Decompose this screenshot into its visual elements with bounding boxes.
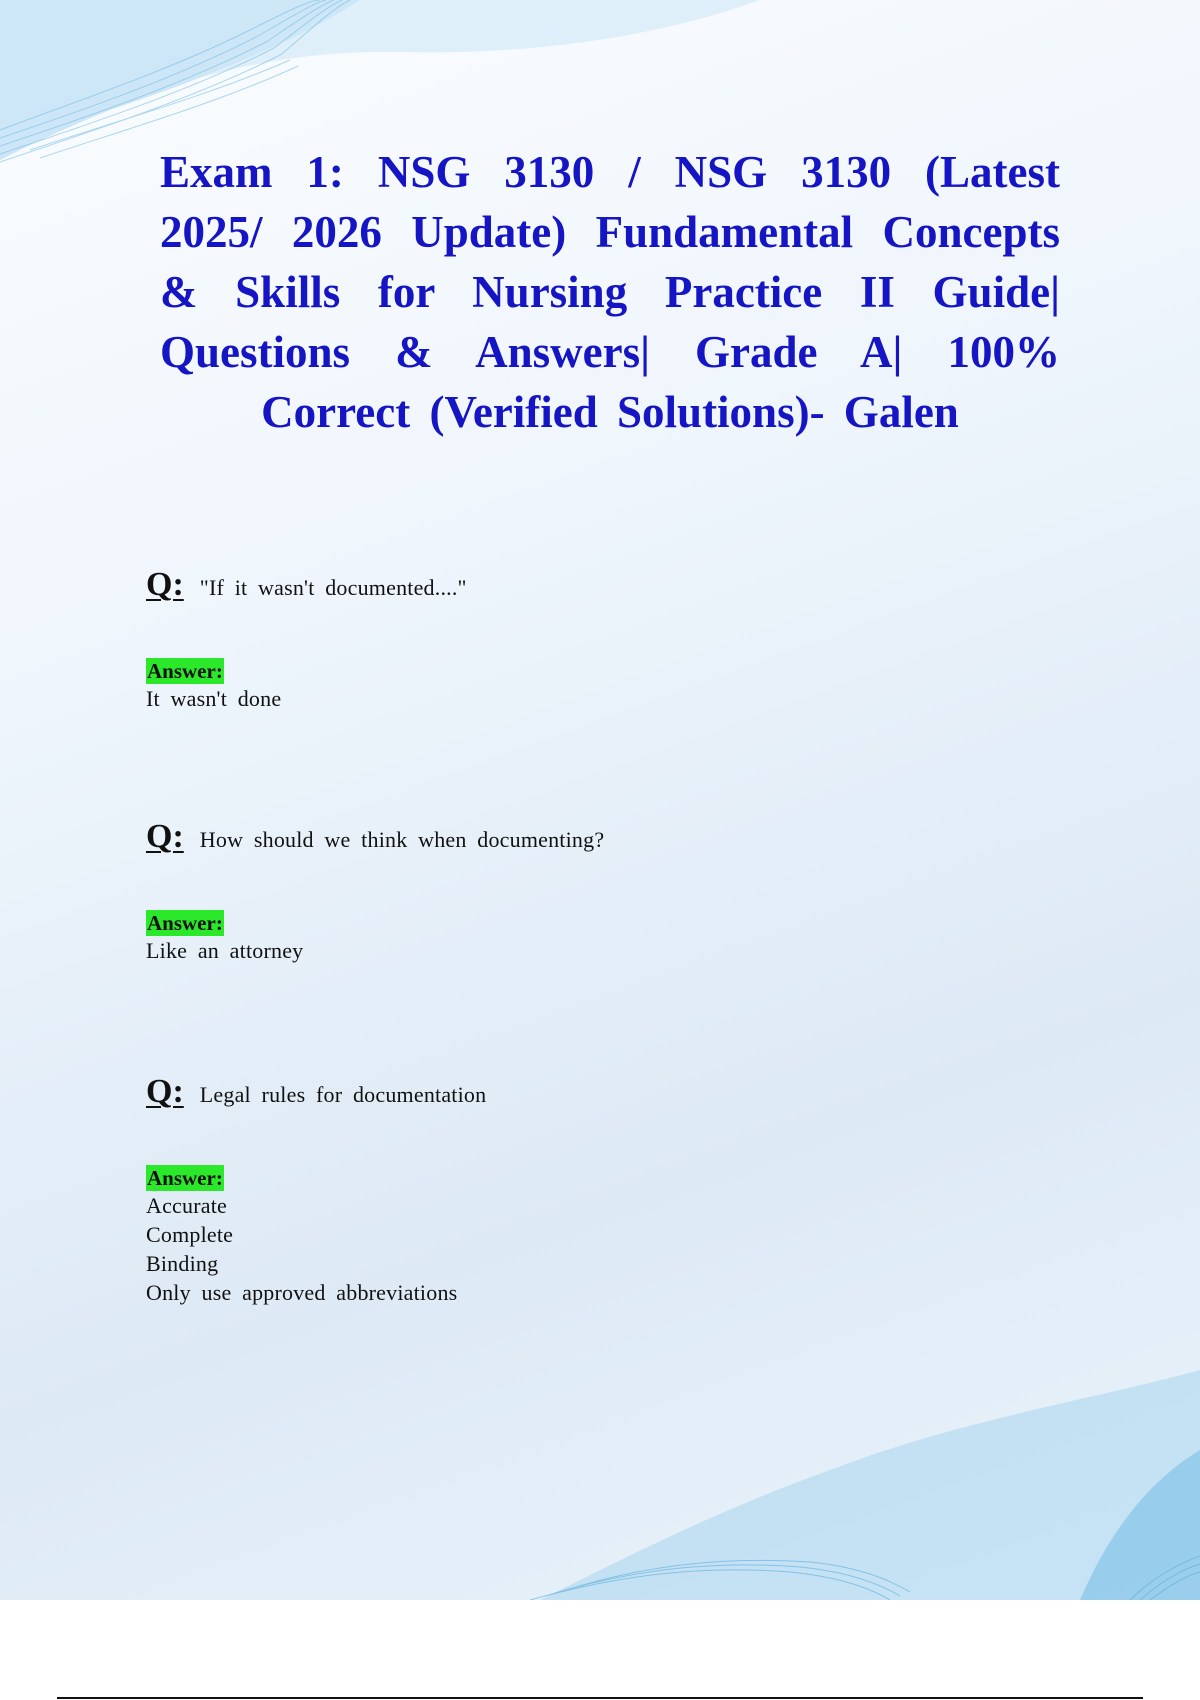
answer-block xyxy=(146,910,1046,965)
question-label: Q: xyxy=(146,566,184,603)
answer-block xyxy=(146,658,1046,713)
answer-text: Only use approved abbreviations xyxy=(146,1280,458,1305)
qa-item xyxy=(146,818,1046,965)
answer-text: It wasn't done xyxy=(146,686,282,711)
question-row xyxy=(146,566,1046,604)
answer-block xyxy=(146,1165,1046,1307)
question-label: Q: xyxy=(146,1073,184,1110)
answer-text: Like an attorney xyxy=(146,938,304,963)
footer-rule xyxy=(57,1697,1143,1699)
question-row xyxy=(146,1073,1046,1111)
document-title: Exam 1: NSG 3130 / NSG 3130 (Latest 2025/ 2026 Update) Fundamental Concepts & Skills for Nursing Practice II Guide| Questions & Answers| Grade A| 100% Correct (Verified Solutions)- Galen xyxy=(160,147,1060,437)
qa-item xyxy=(146,566,1046,713)
answer-text: Accurate xyxy=(146,1193,227,1218)
answer-label: Answer: xyxy=(147,911,223,935)
question-text: Legal rules for documentation xyxy=(199,1082,487,1107)
qa-item xyxy=(146,1073,1046,1307)
answer-text: Binding xyxy=(146,1251,219,1276)
question-text: How should we think when documenting? xyxy=(199,827,605,852)
question-text: "If it wasn't documented...." xyxy=(199,575,467,600)
answer-label: Answer: xyxy=(147,659,223,683)
answer-label: Answer: xyxy=(147,1166,223,1190)
question-label: Q: xyxy=(146,818,184,855)
question-row xyxy=(146,818,1046,856)
answer-text: Complete xyxy=(146,1222,234,1247)
